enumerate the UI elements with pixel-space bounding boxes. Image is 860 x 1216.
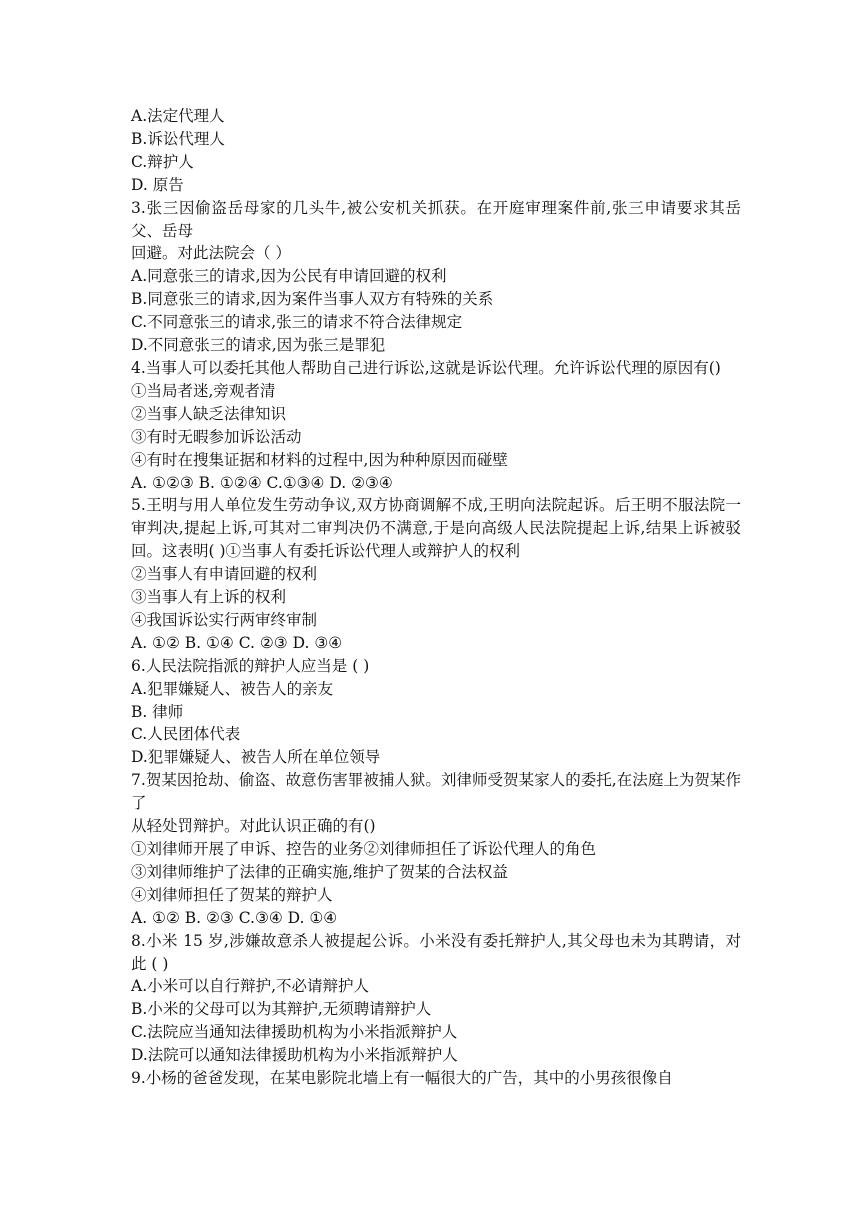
question-7-statement-4: ④刘律师担任了贺某的辩护人	[131, 885, 333, 904]
question-6-option-a: A.犯罪嫌疑人、被告人的亲友	[131, 679, 334, 698]
question-7-statements-1-2: ①刘律师开展了申诉、控告的业务②刘律师担任了诉讼代理人的角色	[131, 840, 597, 858]
question-4-stem: 4.当事人可以委托其他人帮助自己进行诉讼,这就是诉讼代理。允许诉讼代理的原因有()	[131, 358, 721, 377]
question-8-option-a: A.小米可以自行辩护,不必请辩护人	[131, 977, 370, 996]
question-4-statement-1: ①当局者迷,旁观者清	[131, 381, 276, 400]
question-5-statement-4: ④我国诉讼实行两审终审制	[131, 610, 318, 629]
question-6-option-b: B. 律师	[131, 702, 184, 721]
question-8-stem: 8.小米 15 岁,涉嫌故意杀人被提起公诉。小米没有委托辩护人,其父母也未为其聘请，对此 ( )	[131, 931, 741, 973]
question-6-option-d: D.犯罪嫌疑人、被告人所在单位领导	[131, 748, 381, 767]
question-4-options: A. ①②③ B. ①②④ C.①③④ D. ②③④	[131, 473, 393, 492]
option-c: C.辩护人	[131, 152, 194, 171]
question-4-statement-4: ④有时在搜集证据和材料的过程中,因为种种原因而碰壁	[131, 450, 508, 469]
question-7-stem-continued: 从轻处罚辩护。对此认识正确的有()	[131, 817, 376, 836]
question-7-statement-3: ③刘律师维护了法律的正确实施,维护了贺某的合法权益	[131, 862, 508, 881]
question-9-stem: 9.小杨的爸爸发现，在某电影院北墙上有一幅很大的广告，其中的小男孩很像自	[131, 1069, 673, 1088]
question-5-stem: 5.王明与用人单位发生劳动争议,双方协商调解不成,王明向法院起诉。后王明不服法院一审判决,提起上诉,可其对二审判决仍不满意,于是向高级人民法院提起上诉,结果上诉被驳回。这表明( )①当事人有委托诉讼代理人或辩护人的权利	[131, 496, 741, 561]
question-6-stem: 6.人民法院指派的辩护人应当是 ( )	[131, 656, 370, 675]
question-5-statement-2: ②当事人有申请回避的权利	[131, 565, 318, 584]
question-5-statement-3: ③当事人有上诉的权利	[131, 588, 287, 607]
option-b: B.诉讼代理人	[131, 129, 225, 148]
document-page	[131, 105, 741, 1090]
question-3-option-d: D.不同意张三的请求,因为张三是罪犯	[131, 336, 386, 355]
question-3-option-a: A.同意张三的请求,因为公民有申请回避的权利	[131, 267, 447, 286]
question-7-stem: 7.贺某因抢劫、偷盗、故意伤害罪被捕人狱。刘律师受贺某家人的委托,在法庭上为贺某作了	[131, 771, 741, 813]
option-a: A.法定代理人	[131, 107, 225, 125]
question-4-statement-2: ②当事人缺乏法律知识	[131, 404, 287, 423]
question-7-options: A. ①② B. ②③ C.③④ D. ①④	[131, 908, 338, 927]
question-8-option-b: B.小米的父母可以为其辩护,无须聘请辩护人	[131, 1000, 432, 1019]
question-8-option-d: D.法院可以通知法律援助机构为小米指派辩护人	[131, 1046, 458, 1065]
question-3-option-b: B.同意张三的请求,因为案件当事人双方有特殊的关系	[131, 290, 494, 309]
question-3-stem: 3.张三因偷盗岳母家的几头牛,被公安机关抓获。在开庭审理案件前,张三申请要求其岳父、岳母	[131, 198, 741, 240]
question-3-stem-continued: 回避。对此法院会（ ）	[131, 244, 291, 263]
question-6-option-c: C.人民团体代表	[131, 725, 241, 744]
question-4-statement-3: ③有时无暇参加诉讼活动	[131, 427, 302, 446]
question-3-option-c: C.不同意张三的请求,张三的请求不符合法律规定	[131, 313, 463, 332]
question-8-option-c: C.法院应当通知法律援助机构为小米指派辩护人	[131, 1023, 458, 1042]
question-5-options: A. ①② B. ①④ C. ②③ D. ③④	[131, 633, 343, 652]
option-d: D. 原告	[131, 175, 184, 194]
